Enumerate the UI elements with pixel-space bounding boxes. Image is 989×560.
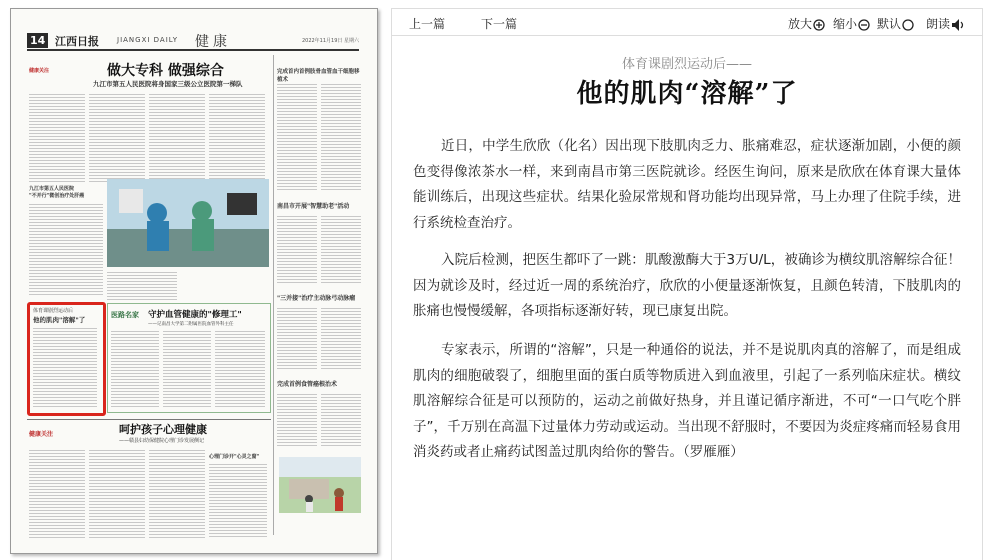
article-paragraph-1: 近日，中学生欣欣（化名）因出现下肢肌肉乏力、胀痛难忍，症状逐渐加剧，小便的颜色变得像浓茶水一样，来到南昌市第三医院就诊。经医生询问，原来是欣欣在体育课大量体能训练后，出现这些症状。结果化验尿常规和肾功能均出现异常，马上办理了住院手续，进行系统检查治疗。 <box>413 138 961 231</box>
read-aloud-button[interactable] <box>926 15 965 32</box>
doctor-text-1 <box>111 330 159 408</box>
zoom-in-button[interactable] <box>788 15 825 32</box>
bottom-text-1 <box>29 449 85 539</box>
lead-text-col-1 <box>29 93 85 183</box>
surgery-photo[interactable] <box>107 179 269 267</box>
page-number: 14 <box>27 33 48 48</box>
lead-text-col-3 <box>149 93 205 183</box>
speaker-icon <box>951 18 965 32</box>
doctor-text-3 <box>215 330 265 408</box>
story-a-text-2 <box>321 83 361 191</box>
doctor-title: 守护血管健康的"修理工" <box>148 310 242 320</box>
zoom-in-label: 放大 <box>788 17 813 31</box>
zoom-out-label: 缩小 <box>833 17 858 31</box>
doctor-text-2 <box>163 330 211 408</box>
prev-article-link[interactable]: 上一篇 <box>409 17 446 31</box>
reader-toolbar <box>392 9 982 36</box>
bottom-side-title: 心理门诊开"心灵之窗" <box>209 454 260 460</box>
lead-story-title[interactable]: 做大专科 做强综合 <box>107 63 224 79</box>
newspaper-logo-en: JIANGXI DAILY <box>117 36 179 44</box>
zoom-out-button[interactable] <box>833 15 870 32</box>
bottom-story-title[interactable]: 呵护孩子心理健康 <box>119 423 207 436</box>
read-aloud-label: 朗读 <box>926 17 951 31</box>
section-name: 健康 <box>195 34 231 50</box>
article-paragraph-2: 入院后检测，把医生都吓了一跳：肌酸激酶大于3万U/L，被确诊为横纹肌溶解综合征！因为就诊及时，经过近一周的系统治疗，欣欣的小便量逐渐恢复，且颜色转清，下肢肌肉的胀痛也慢慢缓解，各项指标逐渐好转，现已康复出院。 <box>413 252 961 319</box>
article-reader <box>391 8 983 560</box>
side-story-title[interactable]: 九江市第五人民医院 "不并行"微创治疗处肝癌 <box>29 186 85 199</box>
newspaper-header <box>27 33 359 51</box>
default-size-label: 默认 <box>877 17 902 31</box>
story-c-text-1 <box>277 307 317 369</box>
lead-text-col-2 <box>89 93 145 183</box>
clinic-photo[interactable] <box>279 457 361 513</box>
story-title-c[interactable]: "三并接"治疗主动脉弓动脉瘤 <box>277 295 356 302</box>
story-d-text-1 <box>277 393 317 447</box>
highlight-text <box>33 327 97 407</box>
bottom-side-text <box>209 463 267 539</box>
lead-text-col-4 <box>209 93 265 183</box>
highlight-title: 他的肌肉"溶解"了 <box>33 316 86 324</box>
bottom-divider <box>27 419 271 420</box>
article-title: 他的肌肉“溶解”了 <box>576 79 798 109</box>
newspaper-logo: 江西日报 <box>55 35 99 48</box>
lead-story-subtitle: 九江市第五人民医院将身国家三级公立医院第一梯队 <box>93 80 243 88</box>
story-b-text-2 <box>321 215 361 285</box>
photo-caption-text <box>107 271 177 301</box>
bottom-story-subtitle: ——赣县妇幼保健院心理门诊发展侧记 <box>119 438 205 444</box>
story-title-a[interactable]: 完成首内首例肢骨血管血干细胞移植术 <box>277 69 360 83</box>
plus-circle-icon <box>813 19 825 31</box>
doctor-tag: 医路名家 <box>111 311 139 319</box>
bottom-text-3 <box>149 449 205 539</box>
column-divider <box>273 55 274 535</box>
issue-date: 2022年11月19日 星期六 <box>301 38 359 44</box>
minus-circle-icon <box>858 19 870 31</box>
doctor-subtitle: ——记南昌大学第二附属医院血管外科主任 <box>148 322 234 327</box>
article-paragraph-3: 专家表示，所谓的“溶解”，只是一种通俗的说法，并不是说肌肉真的溶解了，而是组成肌肉的细胞破裂了，细胞里面的蛋白质等物质进入到血液里，引起了一系列临床症状。横纹肌溶解综合征是可以预防的，运动之前做好热身，并且谨记循序渐进，不可“一口气吃个胖子”，千万别在高温下过量体力劳动或运动。当出现不舒服时，不要因为炎症疼痛而轻易食用消炎药或者止痛药试图盖过肌肉给你的警告。（罗雁雁） <box>413 342 961 460</box>
next-article-link[interactable]: 下一篇 <box>481 17 518 31</box>
story-title-d[interactable]: 完成首例食管癌根治术 <box>277 381 338 388</box>
default-size-button[interactable] <box>877 15 914 32</box>
side-story-text <box>29 203 103 295</box>
story-b-text-1 <box>277 215 317 285</box>
bottom-text-2 <box>89 449 145 539</box>
selected-article-highlight[interactable] <box>27 302 106 416</box>
newspaper-page-thumbnail[interactable] <box>10 8 378 554</box>
doctor-profile-box[interactable] <box>107 303 271 413</box>
highlight-kicker: 体育课剧烈运动后 <box>33 308 74 314</box>
article-subtitle: 体育课剧烈运动后—— <box>621 57 752 72</box>
bottom-kicker: 健康关注 <box>29 431 54 438</box>
story-d-text-2 <box>321 393 361 447</box>
story-title-b[interactable]: 南昌市开展"智慧助老"活动 <box>277 203 350 210</box>
circle-icon <box>902 19 914 31</box>
story-c-text-2 <box>321 307 361 369</box>
lead-kicker: 健康关注 <box>29 68 50 74</box>
story-a-text-1 <box>277 83 317 191</box>
